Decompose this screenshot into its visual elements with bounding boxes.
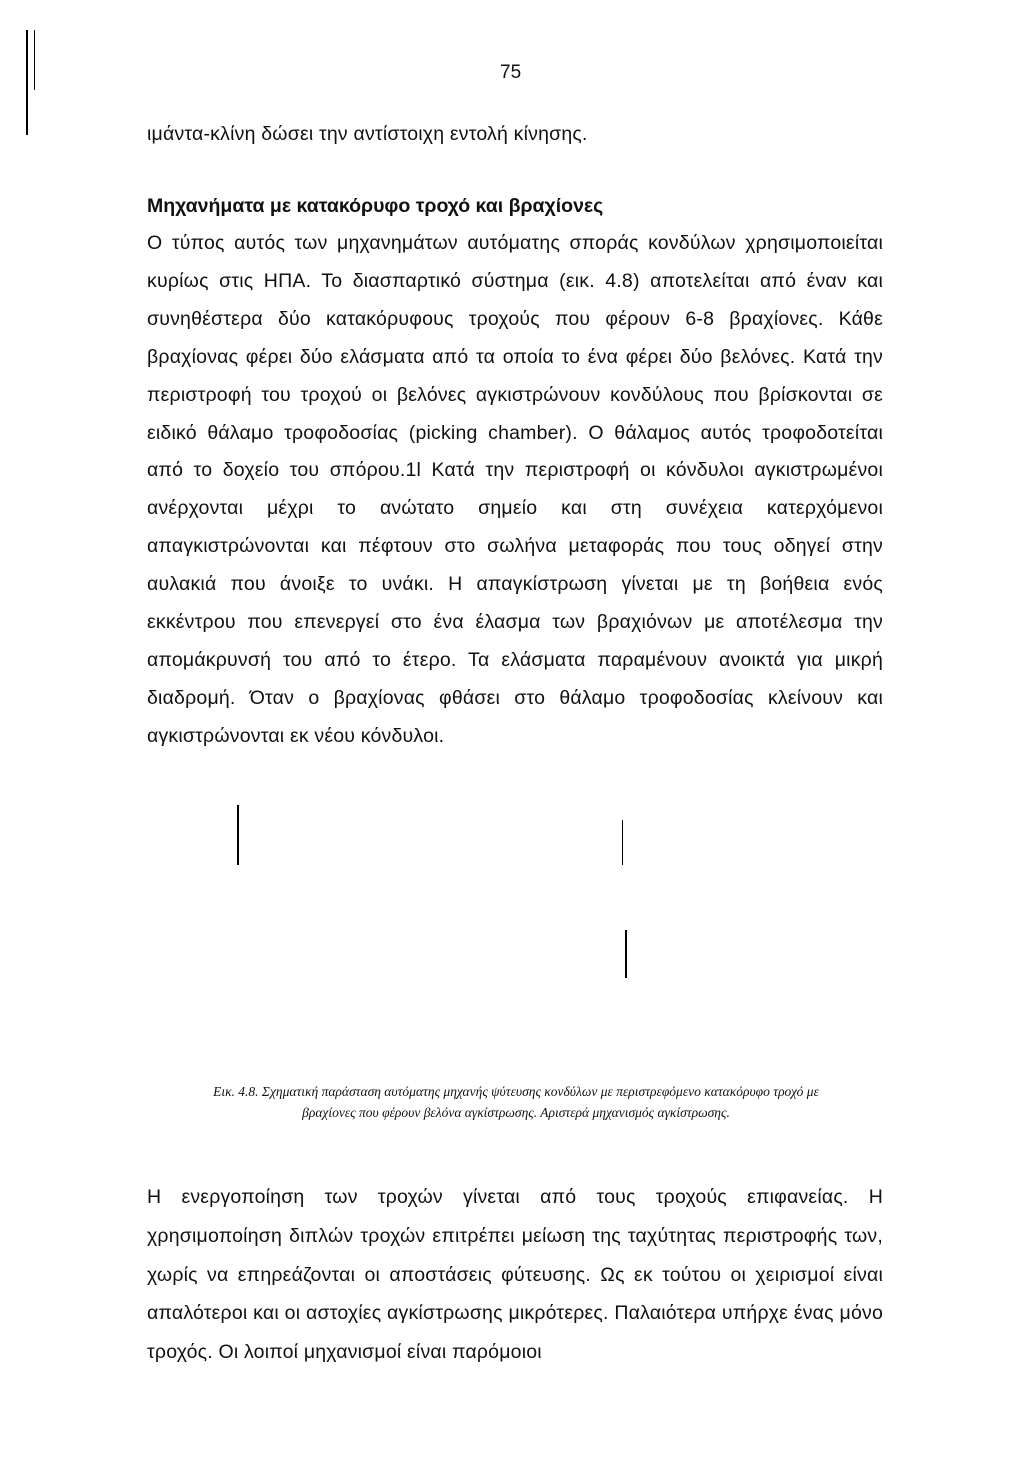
intro-line: ιμάντα-κλίνη δώσει την αντίστοιχη εντολή κίνησης. (147, 123, 588, 145)
section-heading: Μηχανήματα με κατακόρυφο τροχό και βραχίονες (147, 195, 604, 217)
closing-paragraph: Η ενεργοποίηση των τροχών γίνεται από τους τροχούς επιφανείας. Η χρησιμοποίηση διπλών τροχών επιτρέπει μείωση της ταχύτητας περιστροφής των, χωρίς να επηρεάζονται οι αποστάσεις φύτευσης. Ως εκ τούτου οι χειρισμοί είναι απαλότεροι και οι αστοχίες αγκίστρωσης μικρότερες. Παλαιότερα υπήρχε ένας μόνο τροχός. Οι λοιποί μηχανισμοί είναι παρόμοιοι (147, 1186, 883, 1364)
scan-edge-line (26, 30, 28, 135)
figure-line-fragment (625, 930, 627, 978)
scan-edge-line (34, 30, 35, 90)
figure-area (147, 790, 883, 1080)
figure-caption: Εικ. 4.8. Σχηματική παράσταση αυτόματης μηχανής ψύτευσης κονδύλων με περιστρεφόμενο κατακόρυφο τροχό με βραχίονες που φέρουν βελόνα αγκίστρωσης. Αριστερά μηχανισμός αγκίστρωσης. (213, 1084, 819, 1120)
page-number: 75 (500, 62, 522, 83)
section-paragraph: Ο τύπος αυτός των μηχανημάτων αυτόματης σποράς κονδύλων χρησιμοποιείται κυρίως στις ΗΠΑ. Το διασπαρτικό σύστημα (εικ. 4.8) αποτελείται από έναν και συνηθέστερα δύο κατακόρυφους τροχούς που φέρουν 6-8 βραχίονες. Κάθε βραχίονας φέρει δύο ελάσματα από τα οποία το ένα φέρει δύο βελόνες. Κατά την περιστροφή του τροχού οι βελόνες αγκιστρώνουν κονδύλους που βρίσκονται σε ειδικό θάλαμο τροφοδοσίας (picking chamber). Ο θάλαμος αυτός τροφοδοτείται από το δοχείο του σπόρου.1l Κατά την περιστροφή οι κόνδυλοι αγκιστρωμένοι ανέρχονται μέχρι το ανώτατο σημείο και στη συνέχεια κατερχόμενοι απαγκιστρώνονται και πέφτουν στο σωλήνα μεταφοράς που τους οδηγεί στην αυλακιά που άνοιξε το υνάκι. Η απαγκίστρωση γίνεται με τη βοήθεια ενός εκκέντρου που επενεργεί στο ένα έλασμα των βραχιόνων με αποτέλεσμα την απομάκρυνσή του από το έτερο. Τα ελάσματα παραμένουν ανοικτά για μικρή διαδρομή. Όταν ο βραχίονας φθάσει στο θάλαμο τροφοδοσίας κλείνουν και αγκιστρώνονται εκ νέου κόνδυλοι. (147, 232, 883, 747)
figure-line-fragment (237, 805, 239, 865)
figure-line-fragment (622, 820, 623, 865)
